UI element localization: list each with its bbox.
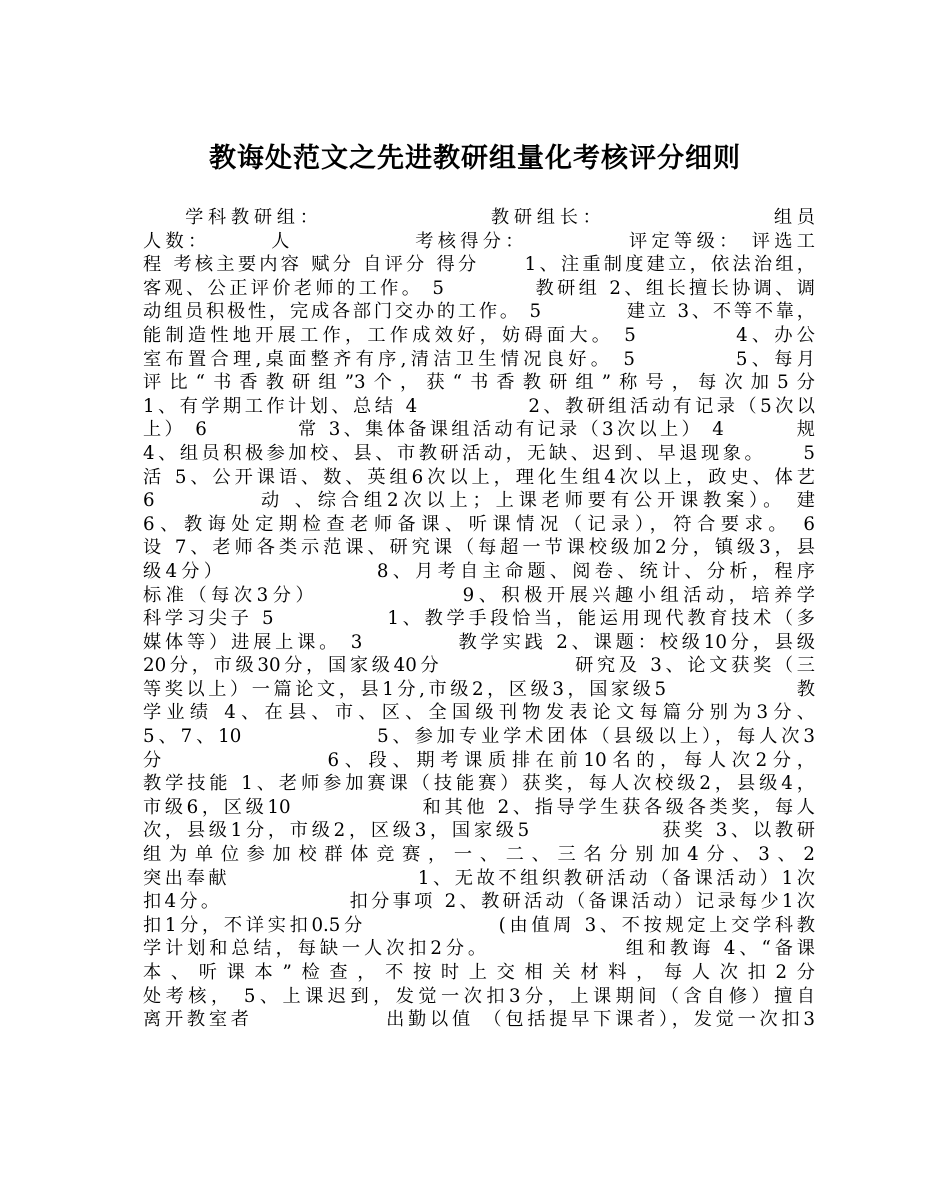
body-line: 本、听课本”检查，不按时上交相关材料，每人次扣2分 [143,962,815,983]
document-title: 教诲处范文之先进教研组量化考核评分细则 [209,143,741,174]
body-line: 分 6、段、期考课质排在前10名的，每人次2分， [143,749,815,771]
body-line: 1、有学期工作计划、总结 4 2、教研组活动有记录（5次以 [143,395,815,417]
body-line: 6 动 、综合组2次以上；上课老师要有公开课教案）。 建 [143,490,815,512]
body-line: 标准（每次3分） 9、积极开展兴趣小组活动，培养学 [143,584,815,606]
body-line: 学计划和总结，每缺一人次扣2分。 组和教诲 4、“备课 [143,938,815,960]
body-line: 突出奉献 1、无故不组织教研活动（备课活动）1次 [143,867,815,889]
body-line: 人数： 人 考核得分： 评定等级： 评选工 [143,230,815,252]
body-line: 级4分） 8、月考自主命题、阅卷、统计、分析，程序 [143,560,815,582]
body-line: 能制造性地开展工作，工作成效好，妨碍面大。 5 4、办公 [143,324,815,346]
body-line: 处考核， 5、上课迟到，发觉一次扣3分，上课期间（含自修）擅自 [143,985,815,1007]
body-line: 组为单位参加校群体竞赛，一、二、三名分别加4分、3、2 [143,844,815,866]
document-body [143,206,815,1032]
body-line: 学业绩 4、在县、市、区、全国级刊物发表论文每篇分别为3分、 [143,702,815,724]
body-line: 教学技能 1、老师参加赛课（技能赛）获奖，每人次校级2，县级4， [143,773,815,795]
body-line: 动组员积极性，完成各部门交办的工作。 5 建立 3、不等不靠， [143,301,815,323]
body-line: 客观、公正评价老师的工作。 5 教研组 2、组长擅长协调、调 [143,277,815,299]
body-line: 上） 6 常 3、集体备课组活动有记录（3次以上） 4 规 [143,419,815,441]
body-line: 扣1分，不详实扣0.5分 (由值周 3、不按规定上交学科教 [143,914,815,936]
body-line: 离开教室者 出勤以值 （包括提早下课者），发觉一次扣3 [143,1009,815,1031]
body-line: 20分，市级30分，国家级40分 研究及 3、论文获奖（三 [143,655,815,677]
body-line: 市级6，区级10 和其他 2、指导学生获各级各类奖，每人 [143,796,815,818]
body-line: 设 7、老师各类示范课、研究课（每超一节课校级加2分，镇级3，县 [143,537,815,559]
body-line: 次，县级1分，市级2，区级3，国家级5 获奖 3、以教研 [143,820,815,842]
body-line: 5、7、10 5、参加专业学术团体（县级以上），每人次3 [143,726,815,748]
body-line: 4、组员积极参加校、县、市教研活动，无缺、迟到、早退现象。 5 [143,442,815,464]
body-line: 媒体等）进展上课。 3 教学实践 2、课题：校级10分，县级 [143,631,815,653]
body-line: 程 考核主要内容 赋分 自评分 得分 1、注重制度建立，依法治组， [143,254,815,276]
body-line: 学科教研组： 教研组长： 组员 [143,207,815,228]
body-line: 评比“书香教研组”3个，获“书香教研组”称号，每次加5分 [143,372,815,394]
body-line: 科学习尖子 5 1、教学手段恰当，能运用现代教育技术（多 [143,608,815,630]
body-line: 等奖以上）一篇论文，县1分,市级2，区级3，国家级5 教 [143,678,815,700]
body-line: 扣4分。 扣分事项 2、教研活动（备课活动）记录每少1次 [143,891,815,913]
body-line: 6、教诲处定期检查老师备课、听课情况（记录），符合要求。 6 [143,513,815,535]
body-line: 室布置合理,桌面整齐有序,清洁卫生情况良好。 5 5、每月 [143,348,815,370]
body-line: 活 5、公开课语、数、英组6次以上，理化生组4次以上，政史、体艺 [143,466,815,488]
